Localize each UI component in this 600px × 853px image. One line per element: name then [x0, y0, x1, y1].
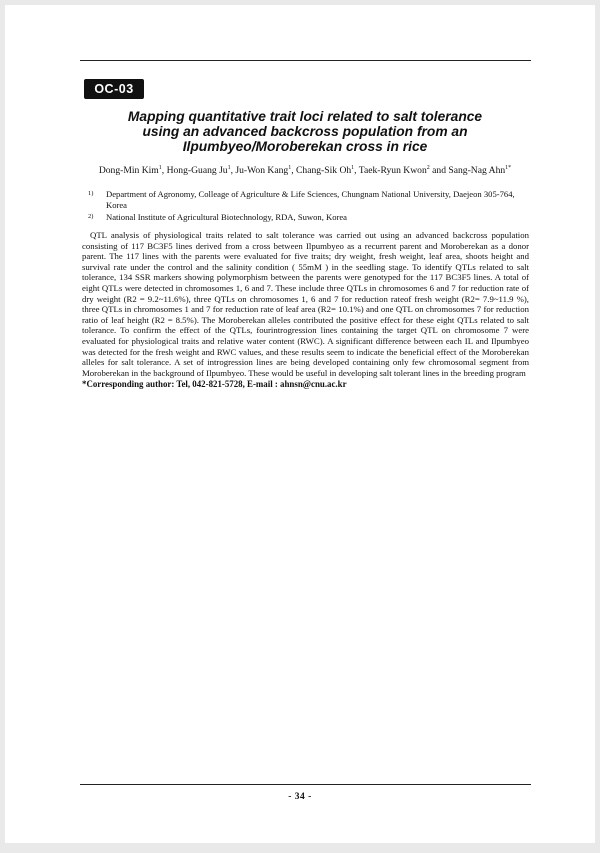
author-affiliation-mark: 2 — [426, 164, 430, 171]
corresponding-author: *Corresponding author: Tel, 042-821-5728, E-mail : ahnsn@cnu.ac.kr — [82, 379, 347, 389]
title-line: using an advanced backcross population from an — [142, 124, 468, 139]
author-separator: , — [161, 165, 167, 176]
affiliation-text: Department of Agronomy, Colleage of Agriculture & Life Sciences, Chungnam National University, Daejeon 305-764, — [106, 189, 515, 199]
session-code-badge: OC-03 — [84, 79, 144, 99]
author-name: Sang-Nag Ahn — [448, 165, 506, 176]
author-name: Taek-Ryun Kwon — [358, 165, 427, 176]
title-line: Mapping quantitative trait loci related to salt tolerance — [127, 109, 483, 124]
author-name: Chang-Sik Oh — [296, 165, 352, 176]
title-line: Ilpumbyeo/Moroberekan cross in rice — [182, 139, 428, 154]
author-separator: , — [291, 165, 296, 176]
footer-rule — [80, 784, 531, 785]
author-name: Hong-Guang Ju — [166, 165, 228, 176]
author-name: Dong-Min Kim — [98, 165, 159, 176]
author-affiliation-mark: 1 — [227, 164, 231, 171]
author-separator: and — [429, 165, 449, 176]
abstract-body: QTL analysis of physiological traits related to salt tolerance was carried out using an advanced backcross population consisting of 117 BC3F5 lines derived from a cross between Ilpumbyeo as a recurrent parent and Moroberekan as a donor parent. The 117 lines with the parents were evaluated for five traits; dry weight, fresh weight, leaf area, shoots height and survival rate under the control and the salinity condition ( 55mM ) in the seedling stage. To identify QTLs related to salt tolerance, 134 SSR markers showing polymorphism between the parents were genotyped for the 117 BC3F5 lines. A total of eight QTLs were detected in chromosomes 1, 6 and 7. These include three QTLs in chromosomes 6 and 7 for reduction rate of dry weight (R2 = 9.2~11.6%), three QTLs on chromosomes 1, 6 and 7 for reduction rateof fresh weight (R2= 7.9~11.9 %), three QTLs in chromosomes 1 and 7 for reduction rate of leaf area (R2= 10.1%) and one QTL on chromosomes 7 for reduction ratio of leaf height (R2 = 8.5%). The Moroberekan alleles contributed the positive effect for these eight QTLs related to salt tolerance. To confirm the effect of the QTLs, fourintrogression lines containing the target QTL on chromosome 7 were evaluated for physiological traits and relative water content (RWC). A significant difference between each IL and Ilpumbyeo was detected for the fresh weight and RWC values, and these results seem to indicate the beneficial effect of the Moroberekan alleles for salt tolerance. A set of introgression lines are being developed containing only few chromosomal segment from Moroberekan in the background of Ilpumbyeo. These would be useful in developing salt tolerant lines in the breeding program — [82, 230, 529, 378]
author-list — [85, 164, 525, 178]
author-affiliation-mark: 1 — [288, 164, 292, 171]
affiliation-mark: 2) — [88, 213, 94, 220]
affiliation — [88, 188, 528, 211]
affiliation-mark: 1) — [88, 190, 94, 197]
affiliation — [88, 211, 528, 223]
author-separator: , — [230, 165, 236, 176]
header-rule — [80, 60, 531, 61]
affiliation-text-continued: Korea — [106, 200, 127, 210]
document-page — [5, 5, 595, 843]
author-affiliation-mark: 1 — [351, 164, 355, 171]
author-name: Ju-Won Kang — [235, 165, 289, 176]
author-affiliation-mark: 1 — [158, 164, 162, 171]
affiliation-text: National Institute of Agricultural Biotechnology, RDA, Suwon, Korea — [106, 212, 347, 222]
author-affiliation-mark: 1* — [505, 164, 512, 171]
paper-title — [85, 109, 525, 154]
author-separator: , — [354, 165, 359, 176]
page-number: - 34 - — [288, 792, 312, 802]
